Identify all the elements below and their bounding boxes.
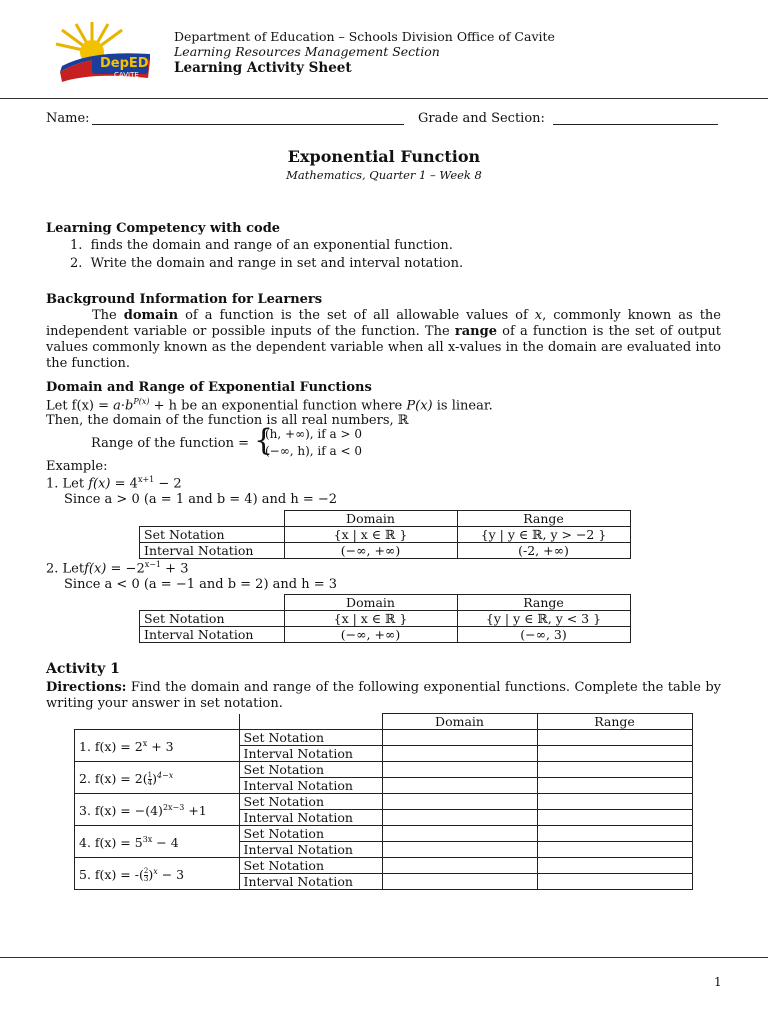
table-cell: (−∞, +∞)	[284, 543, 457, 559]
answer-cell[interactable]	[382, 874, 537, 890]
let-line: Let $f(x) = a\cdot b^{P(x)} + h$ be an exponential function where P(x) is linear.	[46, 397, 493, 414]
table-cell: {y | y ∈ ℝ, y > −2 }	[457, 527, 630, 543]
row-label: Interval Notation	[239, 778, 382, 794]
example-2-since: Since a < 0 (a = −1 and b = 2) and h = 3	[64, 577, 338, 592]
competency-item-1: 1. finds the domain and range of an exponential function.	[70, 238, 453, 253]
activity-function-5: 5. f(x) = -( $\frac{2}{3}$ )$^x$ − 3	[75, 858, 240, 890]
answer-cell[interactable]	[537, 730, 692, 746]
column-header: Range	[537, 714, 692, 730]
answer-cell[interactable]	[537, 874, 692, 890]
row-label: Set Notation	[140, 611, 285, 627]
row-label: Set Notation	[239, 826, 382, 842]
row-label: Interval Notation	[140, 543, 285, 559]
row-label: Set Notation	[239, 762, 382, 778]
header-department: Department of Education – Schools Division Office of Cavite	[174, 29, 555, 44]
answer-cell[interactable]	[382, 858, 537, 874]
answer-cell[interactable]	[382, 794, 537, 810]
table-cell: (−∞, 3)	[457, 627, 630, 643]
competency-item-text: finds the domain and range of an exponential function.	[90, 238, 453, 253]
answer-cell[interactable]	[537, 842, 692, 858]
answer-cell[interactable]	[382, 762, 537, 778]
page-title: Exponential Function	[287, 147, 481, 166]
answer-cell[interactable]	[537, 762, 692, 778]
column-header: Domain	[284, 511, 457, 527]
answer-cell[interactable]	[537, 810, 692, 826]
background-paragraph: The domain of a function is the set of all allowable values of x, commonly known as the independent variable or possible inputs of the function. The range of a function is the set of output values commonly known as the dependent variable when all x-values in the domain are evaluated into the function.	[46, 308, 722, 371]
row-label: Set Notation	[239, 858, 382, 874]
domain-range-heading: Domain and Range of Exponential Functions	[46, 380, 372, 395]
answer-cell[interactable]	[382, 842, 537, 858]
row-label: Set Notation	[239, 730, 382, 746]
footer-divider	[0, 957, 768, 958]
grade-field[interactable]	[553, 124, 718, 125]
activity-function-1: 1. $f(x) = 2^x + 3$	[75, 730, 240, 762]
column-header: Domain	[284, 595, 457, 611]
background-heading: Background Information for Learners	[46, 292, 323, 307]
table-cell: {x | x ∈ ℝ }	[284, 527, 457, 543]
activity-function-2: 2. f(x) = 2( $\frac{1}{4}$ )$^{4-x}$	[75, 762, 240, 794]
range-brace: {	[254, 423, 274, 458]
competency-item-text: Write the domain and range in set and interval notation.	[90, 256, 464, 271]
answer-cell[interactable]	[382, 826, 537, 842]
deped-logo-graphic	[52, 22, 156, 84]
column-header: Domain	[382, 714, 537, 730]
competency-heading: Learning Competency with code	[46, 221, 281, 236]
table-cell: (−∞, +∞)	[284, 627, 457, 643]
table-cell: (-2, +∞)	[457, 543, 630, 559]
column-header: Range	[457, 511, 630, 527]
page-subtitle: Mathematics, Quarter 1 – Week 8	[286, 168, 482, 182]
activity-function-3: 3. $f(x) = -(4)^{2x-3} +1$	[75, 794, 240, 826]
answer-cell[interactable]	[537, 794, 692, 810]
example-1-since: Since a > 0 (a = 1 and b = 4) and h = −2	[64, 492, 338, 507]
header-divider	[0, 98, 768, 99]
answer-cell[interactable]	[537, 746, 692, 762]
header-section: Learning Resources Management Section	[174, 44, 440, 59]
answer-cell[interactable]	[537, 826, 692, 842]
answer-cell[interactable]	[382, 746, 537, 762]
example-1-function: 1. Let $f(x) = 4^{x+1} - 2$	[46, 475, 182, 492]
activity-function-4: 4. $f(x) = 5^{3x} - 4$	[75, 826, 240, 858]
answer-cell[interactable]	[537, 858, 692, 874]
row-label: Interval Notation	[239, 874, 382, 890]
name-label: Name:	[46, 111, 90, 126]
row-label: Set Notation	[140, 527, 285, 543]
table-cell: {y | y ∈ ℝ, y < 3 }	[457, 611, 630, 627]
activity-heading: Activity 1	[46, 661, 120, 677]
row-label: Interval Notation	[239, 842, 382, 858]
page-number: 1	[714, 975, 722, 989]
example-label: Example:	[46, 459, 108, 474]
example-2-table	[139, 594, 631, 643]
range-case-1: (h, +∞), if a > 0	[265, 427, 362, 441]
answer-cell[interactable]	[382, 730, 537, 746]
example-1-table	[139, 510, 631, 559]
logo-subtext: CAVITE	[114, 71, 139, 79]
activity-table	[74, 713, 693, 890]
name-field[interactable]	[92, 124, 404, 125]
range-label: Range of the function =	[91, 436, 249, 451]
header-sheet-title: Learning Activity Sheet	[174, 60, 352, 76]
then-line: Then, the domain of the function is all real numbers, ℝ	[46, 413, 409, 428]
table-cell: {x | x ∈ ℝ }	[284, 611, 457, 627]
answer-cell[interactable]	[382, 810, 537, 826]
range-case-2: (−∞, h), if a < 0	[265, 444, 362, 458]
competency-item-2: 2. Write the domain and range in set and interval notation.	[70, 256, 464, 271]
column-header: Range	[457, 595, 630, 611]
example-2-function: 2. Letf(x) = $-2^{x-1} + 3$	[46, 560, 189, 577]
answer-cell[interactable]	[537, 778, 692, 794]
row-label: Interval Notation	[239, 746, 382, 762]
grade-label: Grade and Section:	[418, 111, 545, 126]
row-label: Interval Notation	[239, 810, 382, 826]
row-label: Set Notation	[239, 794, 382, 810]
deped-logo	[52, 22, 156, 84]
row-label: Interval Notation	[140, 627, 285, 643]
answer-cell[interactable]	[382, 778, 537, 794]
activity-directions: Directions: Find the domain and range of the following exponential functions. Complete the table by writing your answer in set notation.	[46, 680, 721, 711]
logo-text: DepED	[100, 56, 149, 71]
